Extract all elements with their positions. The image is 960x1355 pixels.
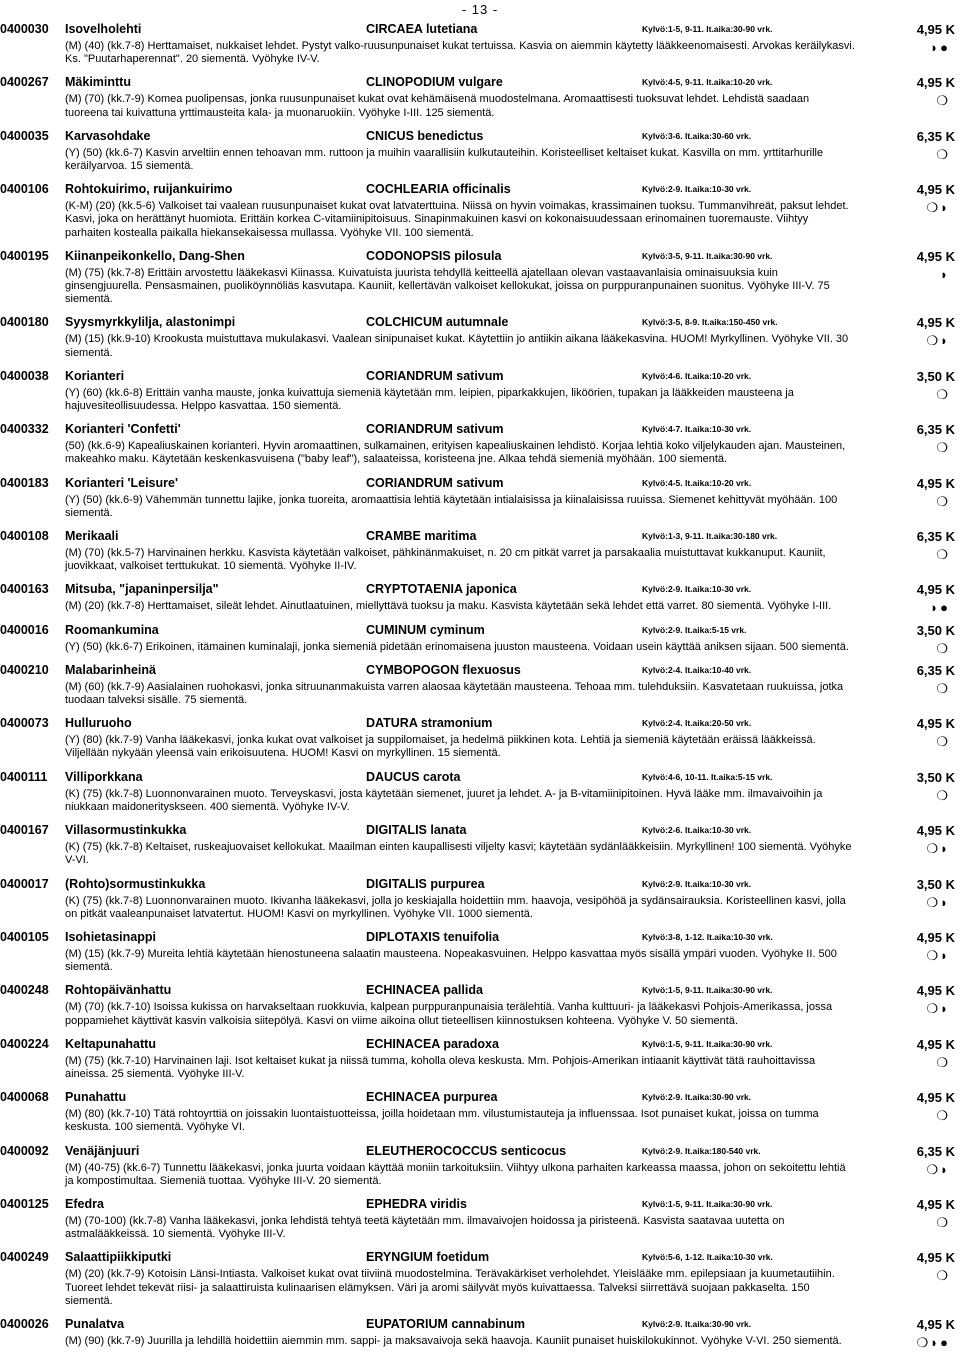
catalog-entry (0, 73, 960, 126)
finnish-name: Isovelholehti (65, 22, 142, 36)
product-code: 0400249 (0, 1250, 49, 1265)
product-code: 0400125 (0, 1196, 49, 1211)
sowing-info: Kylvö:4-6. It.aika:10-20 vrk. (642, 370, 752, 381)
latin-name: CUMINUM cyminum (366, 622, 485, 637)
light-requirement-icons: ❍ (936, 734, 950, 750)
finnish-name: Mäkiminttu (65, 75, 131, 90)
sowing-info: Kylvö:3-6. It.aika:30-60 vrk. (642, 130, 752, 141)
finnish-name: Karvasohdake (65, 128, 151, 143)
sowing-info: Kylvö:3-5, 8-9. It.aika:150-450 vrk. (642, 317, 778, 328)
description: (M) (70) (kk.5-7) Harvinainen herkku. Kasvista käytetään valkoiset, pähkinänmakuiset, n. 20 cm pitkät varret ja parsakaalia muistuttavat kukkanuput. Kauniit, juovikkaat, valkoiset terttukukat. 10 siementä. Vyöhyke II-IV. (65, 547, 826, 573)
price: 6,35 K (916, 529, 955, 545)
product-code: 0400195 (0, 248, 49, 263)
finnish-name: Syysmyrkkylilja, alastonimpi (65, 315, 236, 330)
description: (M) (70-100) (kk.7-8) Vanha lääkekasvi, jonka lehdistä tehtyä teetä käytetään mm. ilmavaivojen hoidossa ja piristeenä. Kasvista saatavaa uutetta on astmalääkkeissä. 10 siementä. Vyöhyke III-V. (65, 1214, 785, 1241)
latin-name: COLCHICUM autumnale (366, 315, 509, 330)
catalog-entry (0, 313, 960, 366)
price: 4,95 K (916, 1196, 955, 1212)
light-requirement-icons: ◗● (930, 40, 950, 55)
finnish-name: Korianteri 'Leisure' (65, 475, 178, 490)
sowing-info: Kylvö:1-3, 9-11. It.aika:30-180 vrk. (642, 531, 778, 542)
latin-name: ECHINACEA paradoxa (366, 1036, 499, 1051)
catalog-entry (0, 420, 960, 473)
light-requirement-icons: ❍ (936, 547, 950, 563)
product-code: 0400106 (0, 182, 49, 197)
finnish-name: Kiinanpeikonkello, Dang-Shen (65, 248, 245, 263)
finnish-name: Mitsuba, "japaninpersilja" (65, 582, 219, 597)
sowing-info: Kylvö:4-7. It.aika:10-30 vrk. (642, 424, 752, 435)
latin-name: EPHEDRA viridis (366, 1196, 467, 1211)
page-number: - 13 - (461, 2, 499, 17)
catalog-entry (0, 661, 960, 714)
finnish-name: Villiporkkana (65, 769, 143, 784)
description: (M) (20) (kk.7-9) Kotoisin Länsi-Intiasta. Valkoiset kukat ovat tiiviinä muodostelmina. Terävakärkiset verholehdet. Yleislääke mm. epilepsiaan ja kuumetautiihin. Tuoreet lehdet tekevät riisi- ja salaattiruista kulinaarisen elämyksen. Väri ja aromi säilyvät myös kuivattaessa. Talveksi siirrettävä suojaan pakkaselta. 150 siementä. (65, 1268, 835, 1307)
price: 6,35 K (916, 1143, 955, 1159)
latin-name: DAUCUS carota (366, 769, 461, 784)
sowing-info: Kylvö:2-9. It.aika:10-30 vrk. (642, 878, 752, 889)
description: (M) (20) (kk.7-8) Herttamaiset, sileät lehdet. Ainutlaatuinen, miellyttävä tuoksu ja maku. Kasvista käytetään sekä lehdet että varret. 80 siementä. Vyöhyke I-III. (65, 600, 832, 613)
finnish-name: Malabarinheinä (65, 662, 156, 677)
description: (K) (75) (kk.7-8) Luonnonvarainen muoto. Ikivanha lääkekasvi, jolla jo keskiajalla hoidettiin mm. haavoja, vesipöhöä ja sydänsairauksia. Koristeellinen kasvi, jolla on pitkät vaaleanpunaiset latvatertut. HUOM! Kasvi on myrkyllinen. Vyöhyke VII. 1000 siementä. (65, 894, 846, 920)
product-code: 0400030 (0, 22, 49, 36)
light-requirement-icons: ❍◗ (926, 947, 950, 963)
catalog-entry (0, 768, 960, 821)
latin-name: ELEUTHEROCOCCUS senticocus (366, 1143, 567, 1158)
catalog-entry (0, 1142, 960, 1195)
latin-name: CORIANDRUM sativum (366, 368, 504, 383)
finnish-name: Villasormustinkukka (65, 823, 187, 838)
product-code: 0400017 (0, 876, 49, 891)
catalog-entry (0, 928, 960, 981)
product-code: 0400035 (0, 128, 49, 143)
price: 4,95 K (916, 22, 955, 37)
latin-name: CYMBOPOGON flexuosus (366, 662, 521, 677)
product-code: 0400068 (0, 1090, 49, 1105)
light-requirement-icons: ❍ (936, 680, 950, 696)
description: (M) (70) (kk.7-10) Isoissa kukissa on harvakseltaan ruokkuvia, kalpean purppuranpunaisia terälehtiä. Vanha kulttuuri- ja lääkekasvi Pohjois-Amerikassa, jossa poppamiehet käyttivät kasvin valkoisia siitepölyä. Kasvi on viime aikoina ollut tieteellisen kiinnostuksen kohteena. Vyöhyke V. 50 siementä. (65, 1001, 833, 1027)
description: (M) (75) (kk.7-10) Harvinainen laji. Isot keltaiset kukat ja niissä tumma, koholla oleva keskusta. Mm. Pohjois-Amerikan intiaanit käyttivät tätä rauhoittavissa aineissa. 25 siementä. Vyöhyke III-V. (65, 1054, 816, 1080)
description: (M) (15) (kk.7-9) Mureita lehtiä käytetään hienostuneena salaatin mausteena. Nopeakasvuinen. Helppo kasvattaa myös sisällä ympäri vuoden. Vyöhyke II. 500 siementä. (65, 947, 837, 974)
description: (Y) (60) (kk.6-8) Erittäin vanha mauste, jonka kuivattuja siemeniä käytetään mm. leipien, piparkakkujen, liköörien, tupakan ja lääkkeiden mausteena ja hajuvesiteollisuudessa. Helppo kasvattaa. 150 siementä. (65, 386, 794, 413)
sowing-info: Kylvö:4-5. It.aika:10-20 vrk. (642, 477, 752, 488)
sowing-info: Kylvö:1-5, 9-11. It.aika:30-90 vrk. (642, 985, 773, 996)
product-code: 0400111 (0, 769, 48, 784)
product-code: 0400092 (0, 1143, 49, 1158)
description: (M) (70) (kk.7-9) Komea puolipensas, jonka ruusunpunaiset kukat ovat kehämäisenä muodostelmana. Aromaattisesti tuoksuvat lehdet. Lehdistä saadaan tuoreena tai kuivattuna yrttimausteita kala- ja muonaruokiin. Vyöhyke I-III. 125 siementä. (65, 93, 810, 119)
price: 4,95 K (916, 182, 955, 198)
catalog-entry (0, 20, 960, 73)
light-requirement-icons: ❍ (936, 93, 950, 109)
description: (M) (40) (kk.7-8) Herttamaiset, nukkaiset lehdet. Pystyt valko-ruusunpunaiset kukat tertuissa. Kasvia on aiemmin käytetty lääkkeenomaisesti. Arvokas keräilykasvi. Ks. "Puutarhaperennat". 20 siementä. Vyöhyke IV-V. (65, 40, 855, 66)
price: 4,95 K (916, 983, 955, 999)
latin-name: ERYNGIUM foetidum (366, 1250, 490, 1265)
sowing-info: Kylvö:1-5, 9-11. It.aika:30-90 vrk. (642, 1198, 773, 1209)
product-code: 0400105 (0, 929, 49, 944)
catalog-entry (0, 580, 960, 620)
price: 6,35 K (916, 128, 955, 144)
sowing-info: Kylvö:2-9. It.aika:30-90 vrk. (642, 1092, 752, 1103)
finnish-name: Rohtopäivänhattu (65, 983, 172, 998)
sowing-info: Kylvö:2-4. It.aika:20-50 vrk. (642, 718, 752, 729)
finnish-name: (Rohto)sormustinkukka (65, 876, 206, 891)
sowing-info: Kylvö:1-5, 9-11. It.aika:30-90 vrk. (642, 24, 773, 34)
light-requirement-icons: ❍ (936, 1108, 950, 1124)
product-code: 0400038 (0, 368, 49, 383)
sowing-info: Kylvö:4-5, 9-11. It.aika:10-20 vrk. (642, 77, 773, 88)
light-requirement-icons: ❍◗● (916, 1334, 950, 1350)
description: (M) (40-75) (kk.6-7) Tunnettu lääkekasvi, jonka juurta voidaan käyttää moniin tarkoituksiin. Viihtyy ulkona parhaiten karkeassa maassa, johon on sekoitettu lehtiä ja kompostimultaa. Siemeniä tuottaa. Vyöhyke III-V. 20 siementä. (65, 1161, 846, 1187)
description: (M) (60) (kk.7-9) Aasialainen ruohokasvi, jonka sitruunanmakuista varren alaosaa käytetään mausteena. Tehoaa mm. tulehduksiin. Kasvatetaan ruukuissa, jotka tuodaan talveksi sisälle. 75 siementä. (65, 680, 844, 707)
description: (K) (75) (kk.7-8) Keltaiset, ruskeajuovaiset kellokukat. Maailman einten kaupallisesti viljelty kasvi; käytetään sydänlääkkeisiin. Myrkyllinen! 100 siementä. Vyöhyke V-VI. (65, 841, 852, 867)
catalog-entry (0, 1248, 960, 1315)
description: (M) (90) (kk.7-9) Juurilla ja lehdillä hoidettiin aiemmin mm. sappi- ja maksavaivoja sekä haavoja. Kauniit punaiset huiskilokukinnot. Vyöhyke V-VI. 250 siementä. (65, 1334, 842, 1347)
price: 4,95 K (916, 315, 955, 331)
light-requirement-icons: ❍ (936, 1268, 950, 1284)
description: (Y) (50) (kk.6-9) Vähemmän tunnettu lajike, jonka tuoreita, aromaattisia lehtiä käytetään intialaisissa ja kiinalaisissa ruuissa. Siemenet kehittyvät myöhään. 100 siementä. (65, 493, 838, 519)
light-requirement-icons: ❍◗ (926, 200, 950, 216)
sowing-info: Kylvö:5-6, 1-12. It.aika:10-30 vrk. (642, 1252, 773, 1263)
light-requirement-icons: ❍ (936, 787, 950, 803)
light-requirement-icons: ❍ (936, 1054, 950, 1070)
product-code: 0400210 (0, 662, 49, 677)
price: 4,95 K (916, 823, 955, 839)
sowing-info: Kylvö:2-6. It.aika:10-30 vrk. (642, 825, 752, 836)
catalog-entry (0, 1195, 960, 1248)
sowing-info: Kylvö:3-5, 9-11. It.aika:30-90 vrk. (642, 250, 773, 261)
sowing-info: Kylvö:1-5, 9-11. It.aika:30-90 vrk. (642, 1038, 773, 1049)
light-requirement-icons: ❍◗ (926, 1001, 950, 1017)
catalog-entry (0, 821, 960, 874)
price: 4,95 K (916, 929, 955, 945)
finnish-name: Korianteri (65, 368, 125, 383)
price: 4,95 K (916, 716, 955, 732)
sowing-info: Kylvö:3-8, 1-12. It.aika:10-30 vrk. (642, 931, 773, 942)
light-requirement-icons: ❍◗ (926, 1161, 950, 1177)
light-requirement-icons: ❍ (936, 1214, 950, 1230)
catalog-entry (0, 714, 960, 767)
catalog-entry (0, 1088, 960, 1141)
light-requirement-icons: ❍ (936, 146, 950, 162)
sowing-info: Kylvö:2-9. It.aika:10-30 vrk. (642, 184, 752, 195)
finnish-name: Hulluruoho (65, 716, 132, 731)
light-requirement-icons: ◗● (930, 600, 950, 616)
price: 4,95 K (916, 1250, 955, 1266)
latin-name: CORIANDRUM sativum (366, 422, 504, 437)
catalog-entry (0, 474, 960, 527)
light-requirement-icons: ❍ (936, 640, 950, 656)
product-code: 0400167 (0, 823, 49, 838)
price: 3,50 K (916, 622, 955, 638)
description: (M) (80) (kk.7-10) Tätä rohtoyrttiä on joissakin luontaistuotteissa, joilla hoidetaan mm. vilustumistauteja ja influenssaa. Isot punaiset kukat, joissa on tumma keskusta. 100 siementä. Vyöhyke VI. (65, 1108, 819, 1134)
price: 3,50 K (916, 368, 955, 384)
description: (Y) (50) (kk.6-7) Kasvin arveltiin ennen tehoavan mm. ruttoon ja muihin vaarallisiin kulkutauteihin. Koristeelliset keltaiset kukat. Kasvilla on mm. yrttitarhurille keräilyarvoa. 15 siementä. (65, 146, 824, 173)
finnish-name: Korianteri 'Confetti' (65, 422, 181, 437)
price: 6,35 K (916, 422, 955, 438)
latin-name: CORIANDRUM sativum (366, 475, 504, 490)
sowing-info: Kylvö:2-9. It.aika:10-30 vrk. (642, 584, 752, 595)
finnish-name: Merikaali (65, 529, 119, 544)
light-requirement-icons: ❍ (936, 440, 950, 456)
description: (Y) (80) (kk.7-9) Vanha lääkekasvi, jonka kukat ovat valkoiset ja suppilomaiset, ja hedelmä piikkinen kota. Lehtiä ja siemeniä käytetään eräissä lääkkeissä. Viljellään nykyään yleensä vain erikoisuutena. HUOM! Kasvi on myrkyllinen. 15 siementä. (65, 734, 816, 760)
latin-name: CIRCAEA lutetiana (366, 22, 478, 36)
finnish-name: Isohietasinappi (65, 929, 156, 944)
price: 4,95 K (916, 475, 955, 491)
product-code: 0400026 (0, 1316, 49, 1331)
sowing-info: Kylvö:4-6, 10-11. It.aika:5-15 vrk. (642, 771, 773, 782)
light-requirement-icons: ❍◗ (926, 841, 950, 857)
catalog-entry (0, 247, 960, 314)
catalog-entry (0, 875, 960, 928)
light-requirement-icons: ◗ (940, 266, 950, 282)
price: 3,50 K (916, 769, 955, 785)
product-code: 0400073 (0, 716, 49, 731)
sowing-info: Kylvö:2-4. It.aika:10-40 vrk. (642, 664, 752, 675)
latin-name: DIPLOTAXIS tenuifolia (366, 929, 500, 944)
price: 4,95 K (916, 1090, 955, 1106)
latin-name: COCHLEARIA officinalis (366, 182, 511, 197)
price: 4,95 K (916, 582, 955, 598)
price: 4,95 K (916, 75, 955, 91)
product-code: 0400224 (0, 1036, 49, 1051)
product-code: 0400248 (0, 983, 49, 998)
description: (M) (15) (kk.9-10) Krookusta muistuttava mukulakasvi. Vaalean sinipunaiset kukat. Käytettiin jo antiikin aikana lääkekasvina. HUOM! Myrkyllinen. Vyöhyke VII. 30 siementä. (65, 333, 849, 359)
product-code: 0400267 (0, 75, 49, 90)
latin-name: CLINOPODIUM vulgare (366, 75, 503, 90)
price: 4,95 K (916, 1316, 955, 1332)
latin-name: CODONOPSIS pilosula (366, 248, 502, 263)
light-requirement-icons: ❍ (936, 386, 950, 402)
price: 3,50 K (916, 876, 955, 892)
latin-name: EUPATORIUM cannabinum (366, 1316, 526, 1331)
catalog-entry (0, 367, 960, 420)
finnish-name: Punahattu (65, 1090, 127, 1105)
latin-name: CNICUS benedictus (366, 128, 484, 143)
catalog-entry (0, 527, 960, 580)
description: (K-M) (20) (kk.5-6) Valkoiset tai vaalean ruusunpunaiset kukat ovat latvaterttuina. Niissä on hyvin voimakas, krassimainen tuoksu. Tummanvihreät, paksut lehdet. Kasvi, joka on herättänyt huomiota. Erittäin korkea C-vitamiinipitoisuus. Sinapinmakuinen kasvi on kokonaisuudessaan erinomainen tuoremauste. Viihtyy parhaiten kostealla paikalla hiekansekaisessa mullassa. Vyöhyke VII. 100 siementä. (65, 200, 849, 239)
latin-name: DATURA stramonium (366, 716, 493, 731)
catalog-entry (0, 180, 960, 247)
catalog-entry (0, 621, 960, 661)
product-code: 0400332 (0, 422, 49, 437)
finnish-name: Rohtokuirimo, ruijankuirimo (65, 182, 233, 197)
product-code: 0400016 (0, 622, 49, 637)
latin-name: DIGITALIS purpurea (366, 876, 485, 891)
finnish-name: Keltapunahattu (65, 1036, 156, 1051)
product-code: 0400180 (0, 315, 49, 330)
description: (Y) (50) (kk.6-7) Erikoinen, itämainen kuminalaji, jonka siemeniä pidetään erinomaisena juuston mausteena. Voidaan usein käyttää aniksen sijaan. 500 siementä. (65, 640, 849, 653)
light-requirement-icons: ❍◗ (926, 894, 950, 910)
price: 4,95 K (916, 1036, 955, 1052)
latin-name: CRAMBE maritima (366, 529, 477, 544)
product-code: 0400183 (0, 475, 49, 490)
finnish-name: Salaattipiikkiputki (65, 1250, 172, 1265)
finnish-name: Punalatva (65, 1316, 125, 1331)
light-requirement-icons: ❍◗ (926, 333, 950, 349)
description: (50) (kk.6-9) Kapealiuskainen korianteri. Hyvin aromaattinen, sulkamainen, erityisen kapealiuskainen lehdistö. Korjaa lehtiä koko viljelykauden ajan. Mausteinen, makeahko maku. Käytetään keskenkasvuisena ("baby leaf"), salaateissa, koristeena jne. Alkaa tehdä siemeniä myöhään. 100 siementä. (65, 440, 846, 466)
finnish-name: Efedra (65, 1196, 104, 1211)
catalog-list (0, 20, 960, 1355)
catalog-entry (0, 127, 960, 180)
product-code: 0400108 (0, 529, 49, 544)
product-code: 0400163 (0, 582, 49, 597)
catalog-entry (0, 981, 960, 1034)
light-requirement-icons: ❍ (936, 493, 950, 509)
finnish-name: Venäjänjuuri (65, 1143, 140, 1158)
catalog-entry (0, 1035, 960, 1088)
sowing-info: Kylvö:2-9. It.aika:30-90 vrk. (642, 1318, 752, 1329)
description: (M) (75) (kk.7-8) Erittäin arvostettu lääkekasvi Kiinassa. Kuivatuista juurista tehdyllä keitteellä ajatellaan olevan vastaavanlaisia ominaisuuksia kuin ginsengjuurella. Pensasmainen, puoliköynnöliäs kasvutapa. Kauniit, kellertävän valkoiset kellokukat, joissa on purppuranpunainen suonitus. Vyöhyke III-V. 75 siementä. (65, 266, 830, 306)
latin-name: CRYPTOTAENIA japonica (366, 582, 517, 597)
catalog-entry (0, 1315, 960, 1355)
latin-name: DIGITALIS lanata (366, 823, 467, 838)
description: (K) (75) (kk.7-8) Luonnonvarainen muoto. Terveyskasvi, josta käytetään siemenet, juuret ja lehdet. A- ja B-vitamiinipitoinen. Hyvä lääke mm. ilmavaivoihin ja niukkaan maidonerityskseen. 400 siementä. Vyöhyke IV-V. (65, 787, 823, 813)
finnish-name: Roomankumina (65, 622, 159, 637)
price: 6,35 K (916, 662, 955, 678)
latin-name: ECHINACEA pallida (366, 983, 483, 998)
sowing-info: Kylvö:2-9. It.aika:5-15 vrk. (642, 624, 747, 635)
sowing-info: Kylvö:2-9. It.aika:180-540 vrk. (642, 1145, 761, 1156)
latin-name: ECHINACEA purpurea (366, 1090, 498, 1105)
price: 4,95 K (916, 248, 955, 264)
